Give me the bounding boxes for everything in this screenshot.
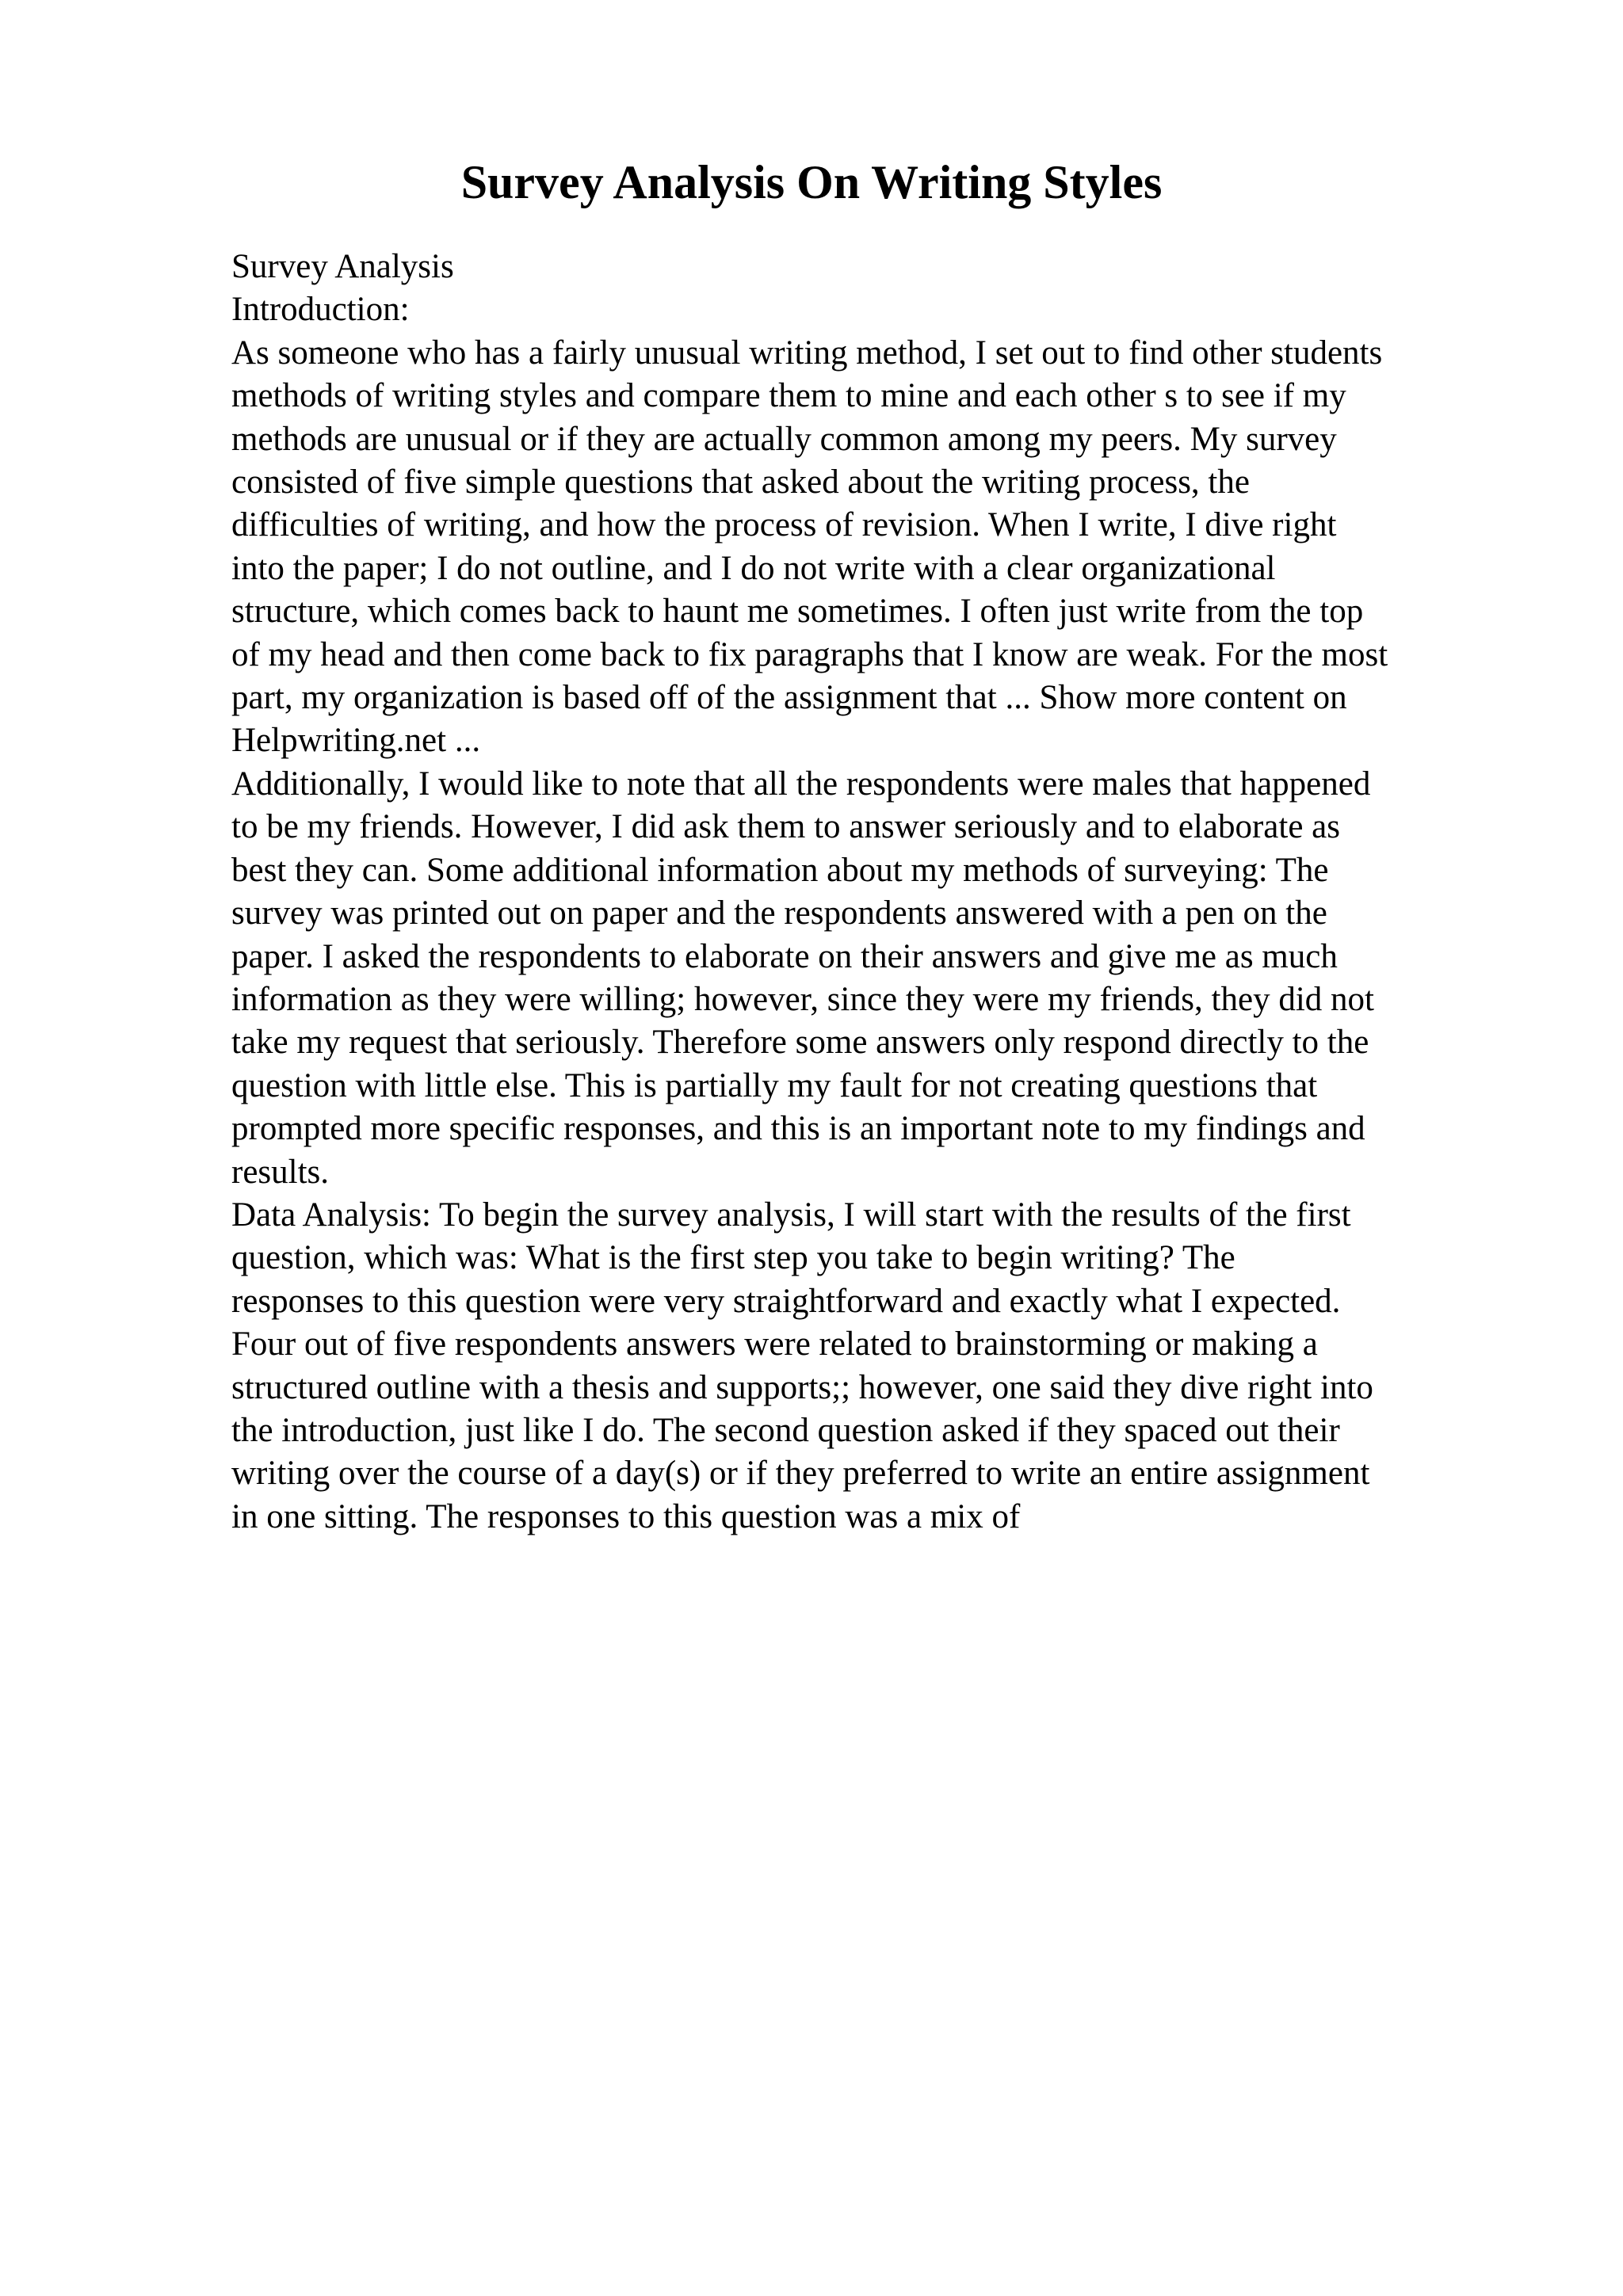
text-line: prompted more specific responses, and this is an important note to my findings and [231, 1110, 1365, 1148]
text-line: results. [231, 1153, 330, 1191]
page-title: Survey Analysis On Writing Styles [460, 156, 1163, 208]
text-line: of my head and then come back to fix paragraphs that I know are weak. For the most [231, 635, 1388, 673]
text-line: Four out of five respondents answers were related to brainstorming or making a [231, 1325, 1318, 1363]
text-line: the introduction, just like I do. The second question asked if they spaced out their [231, 1411, 1340, 1449]
text-line: Introduction: [231, 291, 410, 329]
text-line: consisted of five simple questions that asked about the writing process, the [231, 463, 1250, 502]
text-line: responses to this question were very straightforward and exactly what I expected. [231, 1282, 1341, 1320]
text-line: question with little else. This is partially my fault for not creating questions that [231, 1066, 1318, 1104]
text-line: structure, which comes back to haunt me sometimes. I often just write from the top [231, 593, 1364, 631]
document-body [231, 246, 1499, 1539]
text-line: methods of writing styles and compare them to mine and each other s to see if my [231, 377, 1346, 415]
text-line: As someone who has a fairly unusual writing method, I set out to find other students [231, 334, 1383, 372]
text-line: information as they were willing; however, since they were my friends, they did not [231, 980, 1374, 1018]
text-line: Helpwriting.net ... [231, 722, 481, 760]
text-line: difficulties of writing, and how the process of revision. When I write, I dive right [231, 506, 1337, 544]
text-line: paper. I asked the respondents to elaborate on their answers and give me as much [231, 937, 1338, 975]
text-line: structured outline with a thesis and supports;; however, one said they dive right into [231, 1368, 1373, 1406]
text-line: writing over the course of a day(s) or if they preferred to write an entire assignment [231, 1455, 1370, 1493]
text-line: best they can. Some additional information about my methods of surveying: The [231, 851, 1329, 889]
text-line: take my request that seriously. Therefore some answers only respond directly to the [231, 1024, 1369, 1062]
text-line: part, my organization is based off of the assignment that ... Show more content on [231, 679, 1347, 717]
text-line: Survey Analysis [231, 248, 454, 285]
text-line: survey was printed out on paper and the respondents answered with a pen on the [231, 894, 1327, 933]
text-line: Data Analysis: To begin the survey analysis, I will start with the results of the first [231, 1196, 1351, 1234]
text-line: into the paper; I do not outline, and I do not write with a clear organizational [231, 549, 1276, 587]
text-line: to be my friends. However, I did ask them to answer seriously and to elaborate as [231, 808, 1340, 846]
text-line: methods are unusual or if they are actually common among my peers. My survey [231, 420, 1337, 458]
text-line: Additionally, I would like to note that all the respondents were males that happened [231, 765, 1371, 803]
text-line: question, which was: What is the first step you take to begin writing? The [231, 1239, 1235, 1277]
text-line: in one sitting. The responses to this question was a mix of [231, 1497, 1021, 1535]
